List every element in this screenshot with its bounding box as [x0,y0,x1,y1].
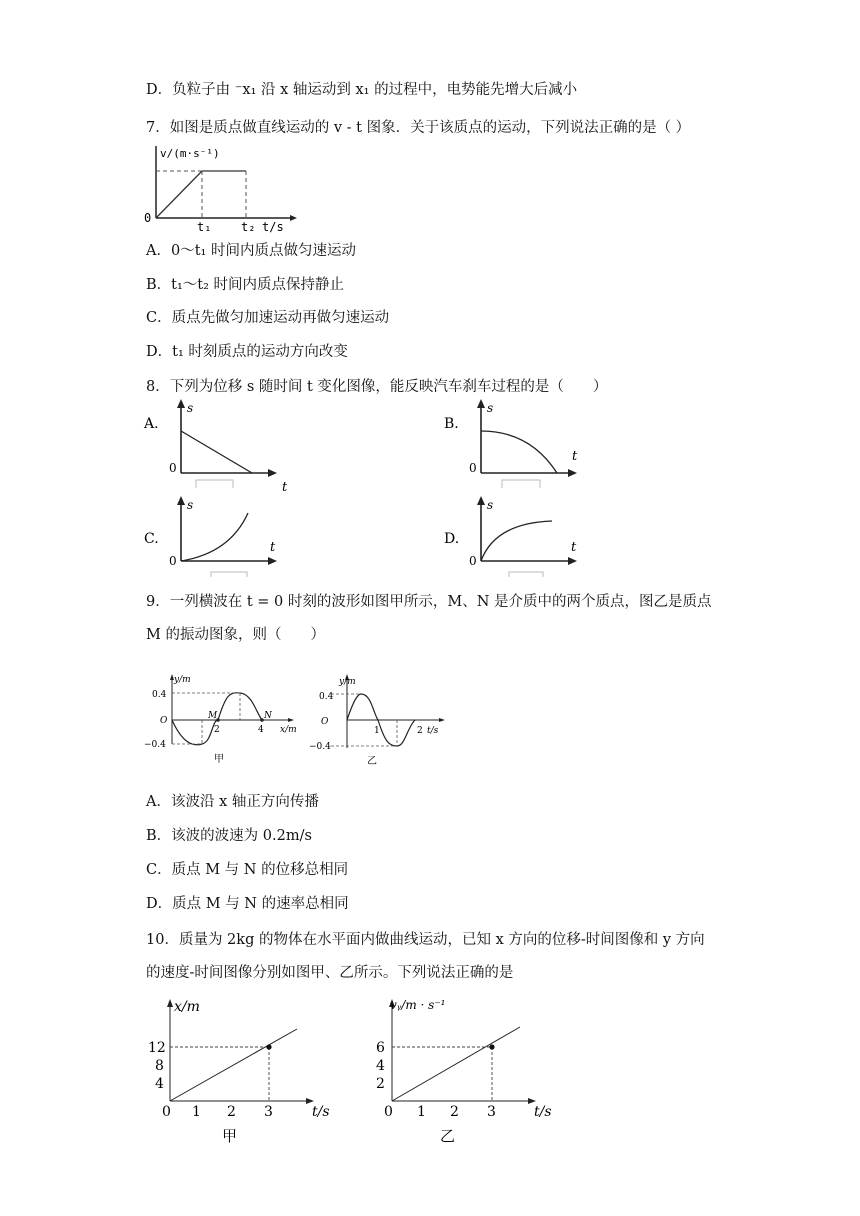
fig9-jia-m: M [208,711,218,721]
fig8-a-label: A. [144,416,159,432]
fig8-option-a [140,398,300,493]
question-9-line2: M 的振动图象，则（ ） [146,627,325,643]
q7-option-d: D．t₁ 时刻质点的运动方向改变 [146,344,348,360]
fig9-vibration-graph [305,672,455,772]
question-9-line1: 9．一列横波在 t = 0 时刻的波形如图甲所示，M、N 是介质中的两个质点，图乙是质点 [146,594,712,610]
fig8-c-label: C. [144,531,159,547]
question-7: 7．如图是质点做直线运动的 v - t 图象．关于该质点的运动，下列说法正确的是（ ） [146,120,691,136]
fig8-a-o: 0 [169,461,177,475]
fig9-jia-caption: 甲 [214,754,224,765]
fig9-yi-o: O [321,717,329,727]
fig9-yi-t2: 2 [417,726,423,736]
fig9-jia-xlabel: x/m [280,725,297,735]
fig10-vyt-graph [362,995,572,1150]
fig10-yi-y4: 4 [376,1058,385,1074]
fig9-yi-t1: 1 [374,726,380,736]
question-10-line2: 的速度-时间图像分别如图甲、乙所示。下列说法正确的是 [146,965,514,981]
q9-option-a: A．该波沿 x 轴正方向传播 [146,794,319,810]
question-8: 8．下列为位移 s 随时间 t 变化图像，能反映汽车刹车过程的是（ ） [146,379,608,395]
fig8-c-s: s [187,498,194,512]
fig7-t1: t₁ [197,220,212,234]
q9-option-c: C．质点 M 与 N 的位移总相同 [146,862,349,878]
fig9-yi-neg: −0.4 [309,742,331,752]
fig8-b-s: s [487,401,494,415]
fig8-b-o: 0 [469,461,477,475]
fig9-yi-ylabel: y/m [339,677,356,687]
fig10-jia-xlabel: t/s [312,1104,330,1120]
fig9-jia-ylabel: y/m [174,675,191,685]
fig7-origin: 0 [144,211,152,225]
fig9-jia-o: O [160,716,168,726]
fig10-jia-y4: 4 [155,1076,164,1092]
fig9-yi-xlabel: t/s [427,726,439,736]
question-10-line1: 10．质量为 2kg 的物体在水平面内做曲线运动，已知 x 方向的位移-时间图像和 y 方向 [146,932,705,948]
fig8-d-t: t [571,540,577,555]
fig10-yi-y6: 6 [376,1040,385,1056]
fig8-option-b [440,398,600,493]
fig10-yi-caption: 乙 [440,1127,456,1145]
fig10-jia-x3: 3 [264,1104,273,1120]
q7-option-c: C．质点先做匀加速运动再做匀速运动 [146,310,390,326]
q9-option-d: D．质点 M 与 N 的速率总相同 [146,896,349,912]
fig10-yi-x2: 2 [450,1104,459,1120]
fig10-jia-y8: 8 [155,1058,164,1074]
fig9-yi-caption: 乙 [367,756,377,767]
q7-option-b: B．t₁～t₂ 时间内质点保持静止 [146,277,345,293]
fig7-vt-graph [140,143,320,233]
fig10-yi-x0: 0 [384,1104,393,1120]
option-d-line: D．负粒子由 ⁻x₁ 沿 x 轴运动到 x₁ 的过程中，电势能先增大后减小 [146,82,578,98]
fig10-yi-x1: 1 [417,1104,426,1120]
fig9-yi-pos: 0.4 [319,692,334,702]
fig10-jia-ylabel: x/m [174,999,200,1015]
fig8-a-t: t [282,480,288,495]
fig8-c-t: t [270,540,276,555]
fig10-jia-y12: 12 [148,1040,166,1056]
fig10-yi-ylabel: vᵧ/m · s⁻¹ [390,998,446,1012]
fig10-xt-graph [140,995,340,1150]
fig8-d-label: D. [444,531,460,547]
fig8-d-o: 0 [469,554,477,568]
q9-option-b: B．该波的波速为 0.2m/s [146,828,312,844]
fig10-yi-xlabel: t/s [534,1104,552,1120]
fig10-jia-x2: 2 [227,1104,236,1120]
fig9-jia-x4: 4 [258,725,264,735]
fig9-jia-neg: −0.4 [144,740,166,750]
fig7-ylabel: v/(m·s⁻¹) [160,147,220,160]
fig10-yi-y2: 2 [376,1076,385,1092]
fig9-wave-graph [140,672,305,772]
fig10-yi-x3: 3 [487,1104,496,1120]
q7-option-a: A．0～t₁ 时间内质点做匀速运动 [146,243,356,259]
fig8-b-label: B. [444,416,459,432]
fig8-option-c [140,495,300,580]
fig8-option-d [440,495,600,580]
fig9-jia-n: N [264,711,272,721]
fig7-xlabel: t/s [262,220,284,234]
fig10-jia-caption: 甲 [222,1127,238,1145]
fig10-jia-x1: 1 [192,1104,201,1120]
fig9-jia-pos: 0.4 [152,690,167,700]
fig8-b-t: t [572,449,578,464]
fig9-jia-x2: 2 [214,725,220,735]
fig8-c-o: 0 [169,554,177,568]
fig10-jia-x0: 0 [162,1104,171,1120]
fig8-a-s: s [187,401,194,415]
fig8-d-s: s [487,498,494,512]
fig7-t2: t₂ [241,220,256,234]
